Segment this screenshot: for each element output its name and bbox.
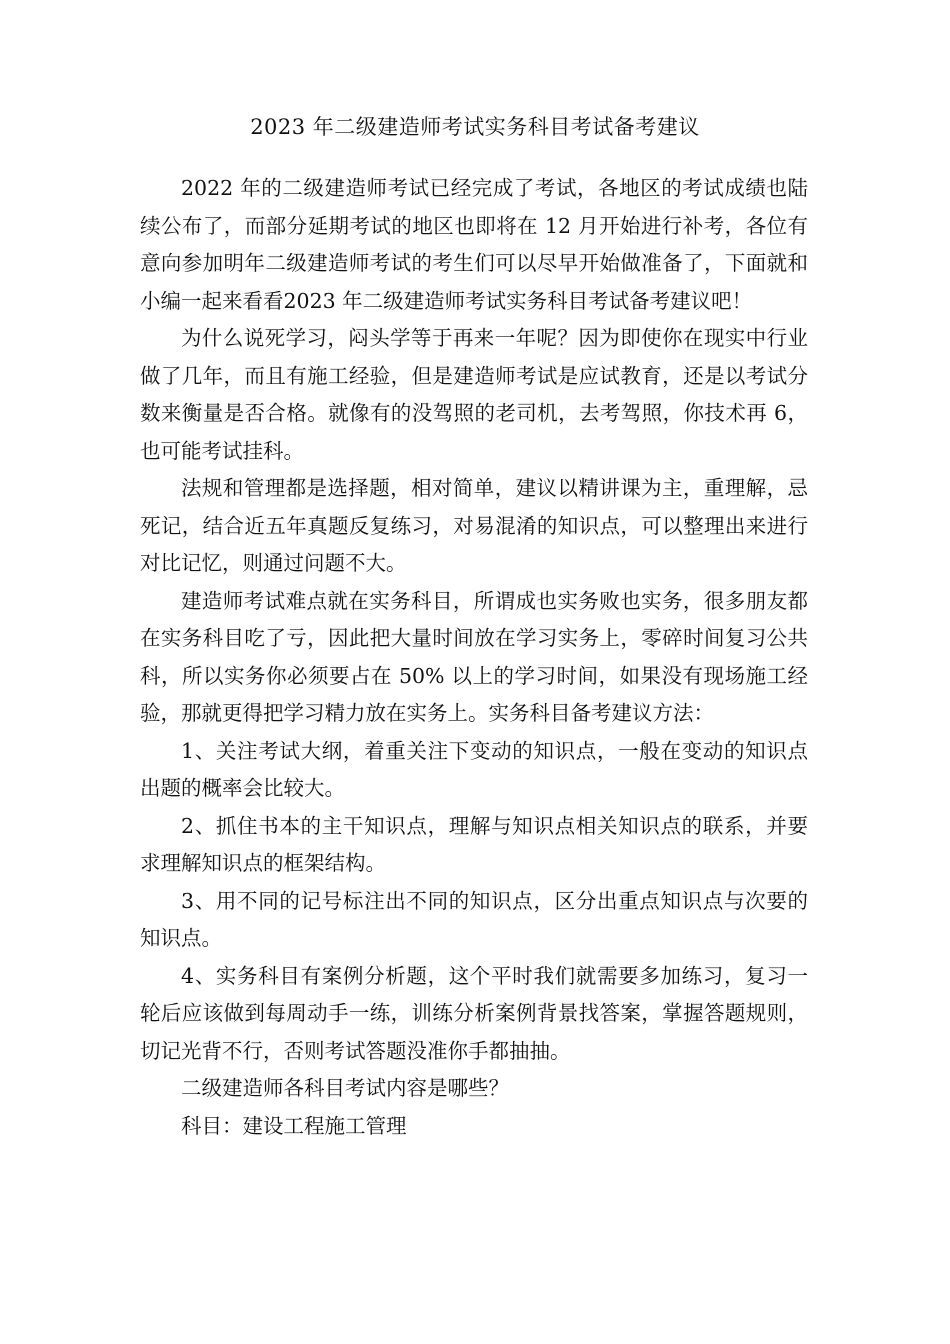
list-item-4: 4、实务科目有案例分析题，这个平时我们就需要多加练习，复习一轮后应该做到每周动手一练，训练分析案例背景找答案，掌握答题规则，切记光背不行，否则考试答题没准你手都抽抽。: [140, 963, 808, 1063]
document-title: 2023 年二级建造师考试实务科目考试备考建议: [250, 115, 700, 139]
paragraph-question: 二级建造师各科目考试内容是哪些？: [181, 1076, 509, 1100]
paragraph-law-management: 法规和管理都是选择题，相对简单，建议以精讲课为主，重理解，忌死记，结合近五年真题反复练习，对易混淆的知识点，可以整理出来进行对比记忆，则通过问题不大。: [140, 476, 808, 575]
paragraph-practice-difficulty: 建造师考试难点就在实务科目，所谓成也实务败也实务，很多朋友都在实务科目吃了亏，因此把大量时间放在学习实务上，零碎时间复习公共科，所以实务你必须要占在 50% 以上的学习时间，如果没有现场施工经验，那就更得把学习精力放在实务上。实务科目备考建议方法：: [140, 588, 808, 725]
document-body: [140, 170, 808, 1145]
list-item-3: 3、用不同的记号标注出不同的知识点，区分出重点知识点与次要的知识点。: [140, 888, 808, 950]
list-item-1: 1、关注考试大纲，着重关注下变动的知识点，一般在变动的知识点出题的概率会比较大。: [140, 738, 808, 800]
list-item-2: 2、抓住书本的主干知识点，理解与知识点相关知识点的联系，并要求理解知识点的框架结构。: [140, 813, 808, 875]
paragraph-intro: 2022 年的二级建造师考试已经完成了考试，各地区的考试成绩也陆续公布了，而部分延期考试的地区也即将在 12 月开始进行补考，各位有意向参加明年二级建造师考试的考生们可以尽早开始做准备了，下面就和小编一起来看看2023 年二级建造师考试实务科目考试备考建议吧！: [140, 176, 808, 313]
paragraph-why-not-rote: 为什么说死学习，闷头学等于再来一年呢？因为即使你在现实中行业做了几年，而且有施工经验，但是建造师考试是应试教育，还是以考试分数来衡量是否合格。就像有的没驾照的老司机，去考驾照，你技术再 6，也可能考试挂科。: [140, 326, 808, 463]
paragraph-subject: 科目：建设工程施工管理: [181, 1113, 407, 1138]
